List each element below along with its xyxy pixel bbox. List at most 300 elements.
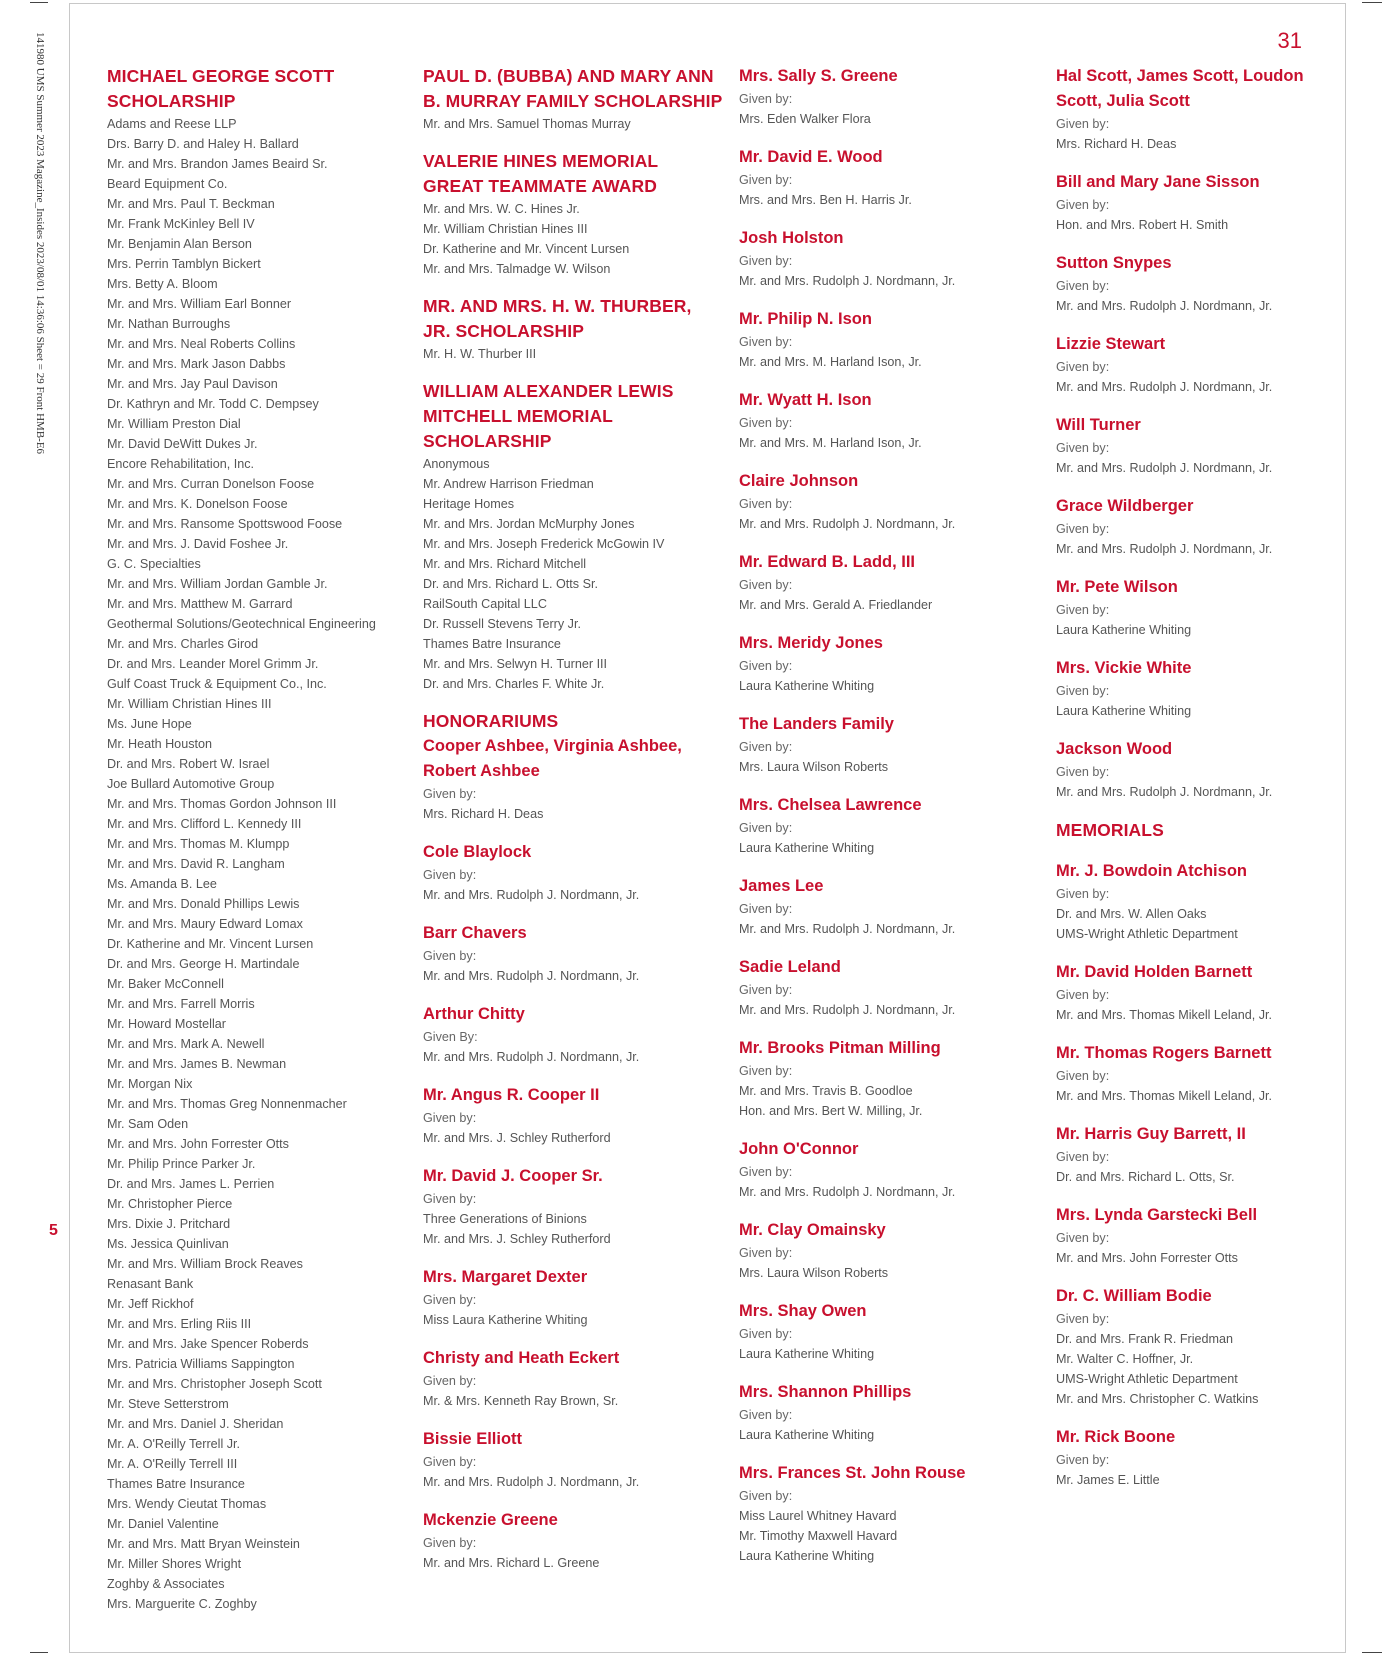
donor-name: Dr. and Mrs. Charles F. White Jr.: [423, 677, 605, 691]
donor-list: [423, 199, 723, 279]
tribute-entry: [739, 712, 1039, 777]
giver-name: UMS-Wright Athletic Department: [1056, 927, 1238, 941]
giver-name: Mr. and Mrs. Rudolph J. Nordmann, Jr.: [1056, 380, 1273, 394]
tribute-entry: [1056, 413, 1326, 478]
given-by-label: Given by:: [739, 821, 793, 835]
donor-name: Beard Equipment Co.: [107, 177, 228, 191]
donor-name: Mrs. Dixie J. Pritchard: [107, 1217, 231, 1231]
donor-name: Mr. Nathan Burroughs: [107, 317, 231, 331]
donor-name: Mr. and Mrs. Clifford L. Kennedy III: [107, 817, 302, 831]
honoree-name: Claire Johnson: [739, 472, 859, 490]
honoree-name: Lizzie Stewart: [1056, 335, 1166, 353]
donor-name: Mr. and Mrs. Paul T. Beckman: [107, 197, 275, 211]
tribute-entry: [739, 469, 1039, 534]
honoree-name: Mr. Thomas Rogers Barnett: [1056, 1044, 1272, 1062]
donor-name: Joe Bullard Automotive Group: [107, 777, 275, 791]
donor-name: Mr. and Mrs. Richard Mitchell: [423, 557, 587, 571]
tribute-entry: [1056, 737, 1326, 802]
donor-name: Geothermal Solutions/Geotechnical Engineering: [107, 617, 376, 631]
crop-mark: [1362, 1652, 1382, 1653]
tribute-entry: [1056, 1203, 1326, 1268]
giver-name: UMS-Wright Athletic Department: [1056, 1372, 1238, 1386]
given-by-label: Given by:: [1056, 279, 1110, 293]
tribute-list: [423, 734, 723, 1573]
honoree-name: Jackson Wood: [1056, 740, 1173, 758]
honoree-name: Sadie Leland: [739, 958, 841, 976]
donor-name: Mr. and Mrs. Jay Paul Davison: [107, 377, 278, 391]
giver-name: Miss Laura Katherine Whiting: [423, 1313, 588, 1327]
column-1: [107, 64, 407, 1614]
donor-name: Mr. and Mrs. Jordan McMurphy Jones: [423, 517, 635, 531]
donor-name: Mr. Andrew Harrison Friedman: [423, 477, 594, 491]
giver-name: Mr. and Mrs. John Forrester Otts: [1056, 1251, 1238, 1265]
honoree-name: Mrs. Lynda Garstecki Bell: [1056, 1206, 1258, 1224]
giver-name: Mr. Walter C. Hoffner, Jr.: [1056, 1352, 1194, 1366]
donor-name: Mr. H. W. Thurber III: [423, 347, 537, 361]
tribute-entry: [739, 1299, 1039, 1364]
donor-name: Mr. and Mrs. Daniel J. Sheridan: [107, 1417, 284, 1431]
memorial-list: [1056, 859, 1326, 1490]
donor-name: Thames Batre Insurance: [423, 637, 561, 651]
donor-name: Mr. A. O'Reilly Terrell Jr.: [107, 1437, 241, 1451]
donor-name: Mr. and Mrs. Thomas Greg Nonnenmacher: [107, 1097, 347, 1111]
tribute-entry: [1056, 656, 1326, 721]
donor-name: Dr. Katherine and Mr. Vincent Lursen: [423, 242, 630, 256]
tribute-entry: [739, 955, 1039, 1020]
donor-name: Mr. and Mrs. Samuel Thomas Murray: [423, 117, 631, 131]
tribute-entry: [1056, 575, 1326, 640]
tribute-entry: [739, 1380, 1039, 1445]
donor-name: Mr. and Mrs. David R. Langham: [107, 857, 285, 871]
honoree-name: Mr. Harris Guy Barrett, II: [1056, 1125, 1246, 1143]
donor-name: Mr. and Mrs. Farrell Morris: [107, 997, 255, 1011]
giver-name: Dr. and Mrs. Frank R. Friedman: [1056, 1332, 1234, 1346]
donor-name: Gulf Coast Truck & Equipment Co., Inc.: [107, 677, 327, 691]
memorials-heading: MEMORIALS: [1056, 820, 1164, 840]
honoree-name: Bill and Mary Jane Sisson: [1056, 173, 1260, 191]
tribute-entry: [1056, 494, 1326, 559]
donor-name: Mr. and Mrs. J. David Foshee Jr.: [107, 537, 289, 551]
tribute-entry: [1056, 251, 1326, 316]
giver-name: Mr. James E. Little: [1056, 1473, 1160, 1487]
tribute-entry: [739, 874, 1039, 939]
given-by-label: Given by:: [423, 1111, 477, 1125]
donor-name: Dr. and Mrs. Leander Morel Grimm Jr.: [107, 657, 319, 671]
honoree-name: Mr. J. Bowdoin Atchison: [1056, 862, 1247, 880]
honoree-name: Mr. David J. Cooper Sr.: [423, 1167, 603, 1185]
tribute-entry: [423, 1427, 723, 1492]
tribute-entry: [739, 1036, 1039, 1121]
given-by-label: Given by:: [423, 949, 477, 963]
donor-name: Mr. and Mrs. Brandon James Beaird Sr.: [107, 157, 328, 171]
section-title: PAUL D. (BUBBA) AND MARY ANN B. MURRAY FAMILY SCHOLARSHIP: [423, 66, 723, 111]
donor-name: Mr. William Preston Dial: [107, 417, 241, 431]
giver-name: Mr. and Mrs. Rudolph J. Nordmann, Jr.: [739, 274, 956, 288]
section-title: VALERIE HINES MEMORIAL GREAT TEAMMATE AWARD: [423, 151, 658, 196]
giver-name: Mr. and Mrs. Rudolph J. Nordmann, Jr.: [739, 1003, 956, 1017]
donor-name: Dr. and Mrs. George H. Martindale: [107, 957, 300, 971]
given-by-label: Given by:: [739, 173, 793, 187]
given-by-label: Given by:: [739, 254, 793, 268]
given-by-label: Given by:: [1056, 988, 1110, 1002]
donor-name: Mr. and Mrs. Charles Girod: [107, 637, 259, 651]
donor-name: G. C. Specialties: [107, 557, 201, 571]
giver-name: Mr. and Mrs. Rudolph J. Nordmann, Jr.: [1056, 461, 1273, 475]
tribute-entry: [1056, 332, 1326, 397]
donor-list: [423, 344, 723, 364]
honoree-name: Will Turner: [1056, 416, 1141, 434]
given-by-label: Given by:: [1056, 684, 1110, 698]
donor-name: Mr. and Mrs. William Brock Reaves: [107, 1257, 303, 1271]
given-by-label: Given by:: [739, 1246, 793, 1260]
donor-name: Mr. and Mrs. Matt Bryan Weinstein: [107, 1537, 300, 1551]
given-by-label: Given by:: [1056, 1069, 1110, 1083]
donor-name: Dr. and Mrs. Robert W. Israel: [107, 757, 270, 771]
given-by-label: Given by:: [423, 1293, 477, 1307]
honoree-name: James Lee: [739, 877, 824, 895]
tribute-entry: [739, 226, 1039, 291]
honoree-name: Bissie Elliott: [423, 1430, 523, 1448]
honoree-name: Mr. Pete Wilson: [1056, 578, 1178, 596]
giver-name: Laura Katherine Whiting: [739, 841, 875, 855]
given-by-label: Given by:: [739, 416, 793, 430]
donor-name: Mr. and Mrs. Erling Riis III: [107, 1317, 252, 1331]
donor-name: Mr. Benjamin Alan Berson: [107, 237, 252, 251]
donor-name: Mrs. Marguerite C. Zoghby: [107, 1597, 257, 1611]
section-title: MR. AND MRS. H. W. THURBER, JR. SCHOLARSHIP: [423, 296, 692, 341]
given-by-label: Given by:: [739, 1408, 793, 1422]
tribute-entry: [739, 1461, 1039, 1566]
donor-name: Drs. Barry D. and Haley H. Ballard: [107, 137, 299, 151]
tribute-entry: [423, 1508, 723, 1573]
honoree-name: Grace Wildberger: [1056, 497, 1194, 515]
donor-name: Mr. Miller Shores Wright: [107, 1557, 242, 1571]
honoree-name: Mrs. Meridy Jones: [739, 634, 883, 652]
donor-name: Mr. and Mrs. Christopher Joseph Scott: [107, 1377, 322, 1391]
giver-name: Mrs. Richard H. Deas: [423, 807, 544, 821]
donor-name: Mr. David DeWitt Dukes Jr.: [107, 437, 258, 451]
given-by-label: Given by:: [739, 983, 793, 997]
donor-name: Mrs. Betty A. Bloom: [107, 277, 218, 291]
giver-name: Mr. and Mrs. Rudolph J. Nordmann, Jr.: [423, 1050, 640, 1064]
honoree-name: Mrs. Sally S. Greene: [739, 67, 898, 85]
given-by-label: Given by:: [423, 1455, 477, 1469]
honoree-name: Mr. Edward B. Ladd, III: [739, 553, 916, 571]
tribute-entry: [739, 145, 1039, 210]
giver-name: Mr. and Mrs. M. Harland Ison, Jr.: [739, 355, 922, 369]
tribute-entry: [739, 1218, 1039, 1283]
given-by-label: Given by:: [1056, 765, 1110, 779]
column-2: [423, 64, 723, 1589]
tribute-entry: [1056, 64, 1326, 154]
donor-name: Mr. Jeff Rickhof: [107, 1297, 194, 1311]
page-number: 31: [1277, 28, 1302, 53]
honoree-name: Mr. David E. Wood: [739, 148, 883, 166]
donor-name: Dr. and Mrs. James L. Perrien: [107, 1177, 275, 1191]
honoree-name: Sutton Snypes: [1056, 254, 1172, 272]
tribute-entry: [423, 1083, 723, 1148]
crop-mark: [30, 1652, 48, 1653]
giver-name: Mr. and Mrs. J. Schley Rutherford: [423, 1131, 611, 1145]
section-title: MICHAEL GEORGE SCOTT SCHOLARSHIP: [107, 66, 335, 111]
honoree-name: Josh Holston: [739, 229, 844, 247]
tribute-entry: [423, 1265, 723, 1330]
honoree-name: Mrs. Shay Owen: [739, 1302, 867, 1320]
donor-name: Mr. Steve Setterstrom: [107, 1397, 229, 1411]
column-3: [739, 64, 1039, 1582]
given-by-label: Given by:: [739, 92, 793, 106]
given-by-label: Given by:: [1056, 1312, 1110, 1326]
giver-name: Mrs. Laura Wilson Roberts: [739, 760, 889, 774]
donor-name: Mr. William Christian Hines III: [423, 222, 588, 236]
honoree-name: Mr. Brooks Pitman Milling: [739, 1039, 941, 1057]
giver-name: Mr. and Mrs. Thomas Mikell Leland, Jr.: [1056, 1008, 1273, 1022]
donor-name: Mr. and Mrs. Neal Roberts Collins: [107, 337, 296, 351]
donor-name: Mr. and Mrs. W. C. Hines Jr.: [423, 202, 580, 216]
donor-name: Mr. Sam Oden: [107, 1117, 189, 1131]
honoree-name: The Landers Family: [739, 715, 894, 733]
tribute-entry: [1056, 960, 1326, 1025]
donor-name: Thames Batre Insurance: [107, 1477, 245, 1491]
giver-name: Mr. and Mrs. Thomas Mikell Leland, Jr.: [1056, 1089, 1273, 1103]
giver-name: Mrs. Eden Walker Flora: [739, 112, 871, 126]
print-slug: 141980 UMS Summer 2023 Magazine_Insides 2023/08/01 14:36:06 Sheet = 29 Front HMB-E6: [34, 32, 46, 455]
donor-name: Mr. and Mrs. Mark A. Newell: [107, 1037, 265, 1051]
giver-name: Mr. and Mrs. Travis B. Goodloe: [739, 1084, 913, 1098]
donor-name: Zoghby & Associates: [107, 1577, 225, 1591]
giver-name: Mr. and Mrs. Christopher C. Watkins: [1056, 1392, 1259, 1406]
honoree-name: Mrs. Margaret Dexter: [423, 1268, 588, 1286]
given-by-label: Given by:: [423, 868, 477, 882]
giver-name: Mrs. Richard H. Deas: [1056, 137, 1177, 151]
giver-name: Mrs. Laura Wilson Roberts: [739, 1266, 889, 1280]
donor-name: Mr. and Mrs. Jake Spencer Roberds: [107, 1337, 309, 1351]
honoree-name: Mr. Angus R. Cooper II: [423, 1086, 600, 1104]
tribute-entry: [739, 64, 1039, 129]
giver-name: Laura Katherine Whiting: [739, 1549, 875, 1563]
tribute-entry: [1056, 1122, 1326, 1187]
honoree-name: Dr. C. William Bodie: [1056, 1287, 1212, 1305]
tribute-entry: [739, 388, 1039, 453]
giver-name: Laura Katherine Whiting: [739, 1347, 875, 1361]
honoree-name: Mr. Wyatt H. Ison: [739, 391, 872, 409]
giver-name: Mr. Timothy Maxwell Havard: [739, 1529, 898, 1543]
giver-name: Mr. and Mrs. Rudolph J. Nordmann, Jr.: [739, 922, 956, 936]
honoree-name: John O'Connor: [739, 1140, 859, 1158]
donor-name: Heritage Homes: [423, 497, 514, 511]
given-by-label: Given by:: [423, 1192, 477, 1206]
honoree-name: Hal Scott, James Scott, Loudon Scott, Julia Scott: [1056, 67, 1304, 110]
donor-name: Mr. and Mrs. William Jordan Gamble Jr.: [107, 577, 328, 591]
section-title: WILLIAM ALEXANDER LEWIS MITCHELL MEMORIAL SCHOLARSHIP: [423, 381, 674, 451]
given-by-label: Given by:: [1056, 1453, 1110, 1467]
donor-name: Mr. and Mrs. Thomas M. Klumpp: [107, 837, 290, 851]
tribute-entry: [1056, 1284, 1326, 1409]
honoree-name: Mr. Clay Omainsky: [739, 1221, 886, 1239]
given-by-label: Given by:: [739, 902, 793, 916]
donor-name: Mr. and Mrs. Maury Edward Lomax: [107, 917, 303, 931]
donor-name: Ms. Jessica Quinlivan: [107, 1237, 229, 1251]
giver-name: Miss Laurel Whitney Havard: [739, 1509, 897, 1523]
tribute-entry: [423, 840, 723, 905]
donor-name: Mr. and Mrs. Thomas Gordon Johnson III: [107, 797, 337, 811]
tribute-entry: [1056, 1425, 1326, 1490]
giver-name: Mrs. and Mrs. Ben H. Harris Jr.: [739, 193, 912, 207]
donor-name: Mr. and Mrs. Talmadge W. Wilson: [423, 262, 611, 276]
giver-name: Hon. and Mrs. Bert W. Milling, Jr.: [739, 1104, 923, 1118]
tribute-entry: [423, 1346, 723, 1411]
donor-name: Anonymous: [423, 457, 490, 471]
given-by-label: Given by:: [739, 1327, 793, 1341]
honoree-name: Mr. David Holden Barnett: [1056, 963, 1253, 981]
column-4: [1056, 64, 1326, 1506]
donor-name: Mrs. Patricia Williams Sappington: [107, 1357, 295, 1371]
honoree-name: Mrs. Frances St. John Rouse: [739, 1464, 966, 1482]
donor-name: Mrs. Wendy Cieutat Thomas: [107, 1497, 267, 1511]
giver-name: Mr. & Mrs. Kenneth Ray Brown, Sr.: [423, 1394, 619, 1408]
donor-name: Mr. and Mrs. Mark Jason Dabbs: [107, 357, 286, 371]
donor-name: Mr. and Mrs. Selwyn H. Turner III: [423, 657, 608, 671]
crop-mark: [1362, 2, 1382, 3]
given-by-label: Given by:: [423, 1536, 477, 1550]
giver-name: Mr. and Mrs. Gerald A. Friedlander: [739, 598, 933, 612]
tribute-entry: [739, 631, 1039, 696]
donor-name: Mr. and Mrs. Joseph Frederick McGowin IV: [423, 537, 665, 551]
tribute-entry: [739, 1137, 1039, 1202]
tribute-entry: [739, 550, 1039, 615]
tribute-entry: [423, 921, 723, 986]
honoree-name: Mrs. Chelsea Lawrence: [739, 796, 922, 814]
given-by-label: Given by:: [1056, 1150, 1110, 1164]
giver-name: Mr. and Mrs. Rudolph J. Nordmann, Jr.: [739, 1185, 956, 1199]
donor-name: Mr. and Mrs. John Forrester Otts: [107, 1137, 289, 1151]
tribute-entry: [423, 1164, 723, 1249]
donor-name: Mr. Heath Houston: [107, 737, 212, 751]
tribute-entry: [739, 307, 1039, 372]
donor-name: Mr. William Christian Hines III: [107, 697, 272, 711]
donor-name: Mr. and Mrs. William Earl Bonner: [107, 297, 292, 311]
honoree-name: Cooper Ashbee, Virginia Ashbee, Robert Ashbee: [423, 737, 682, 780]
tribute-entry: [1056, 1041, 1326, 1106]
donor-name: Renasant Bank: [107, 1277, 194, 1291]
giver-name: Mr. and Mrs. Rudolph J. Nordmann, Jr.: [423, 969, 640, 983]
honoree-name: Christy and Heath Eckert: [423, 1349, 620, 1367]
donor-name: Mrs. Perrin Tamblyn Bickert: [107, 257, 261, 271]
given-by-label: Given by:: [1056, 522, 1110, 536]
crop-mark: [30, 2, 48, 3]
giver-name: Laura Katherine Whiting: [739, 679, 875, 693]
given-by-label: Given by:: [739, 659, 793, 673]
given-by-label: Given by:: [739, 497, 793, 511]
side-mark: 5: [49, 1222, 58, 1239]
donor-name: Mr. Philip Prince Parker Jr.: [107, 1157, 256, 1171]
giver-name: Three Generations of Binions: [423, 1212, 587, 1226]
given-by-label: Given by:: [1056, 198, 1110, 212]
tribute-list: [739, 64, 1039, 1566]
tribute-entry: [423, 734, 723, 824]
given-by-label: Given by:: [739, 578, 793, 592]
honoree-name: Mckenzie Greene: [423, 1511, 558, 1529]
given-by-label: Given by:: [1056, 360, 1110, 374]
honorariums-heading: HONORARIUMS: [423, 711, 559, 731]
given-by-label: Given by:: [739, 1489, 793, 1503]
honoree-name: Mrs. Vickie White: [1056, 659, 1192, 677]
giver-name: Mr. and Mrs. J. Schley Rutherford: [423, 1232, 611, 1246]
donor-name: Mr. Frank McKinley Bell IV: [107, 217, 255, 231]
honoree-name: Cole Blaylock: [423, 843, 532, 861]
honoree-name: Mr. Rick Boone: [1056, 1428, 1176, 1446]
donor-name: Mr. and Mrs. Matthew M. Garrard: [107, 597, 293, 611]
honoree-name: Arthur Chitty: [423, 1005, 525, 1023]
tribute-entry: [1056, 859, 1326, 944]
giver-name: Laura Katherine Whiting: [739, 1428, 875, 1442]
donor-list: [107, 114, 407, 1614]
donor-name: Dr. Katherine and Mr. Vincent Lursen: [107, 937, 314, 951]
giver-name: Mr. and Mrs. Rudolph J. Nordmann, Jr.: [423, 1475, 640, 1489]
donor-name: Mr. and Mrs. K. Donelson Foose: [107, 497, 288, 511]
donor-name: Ms. June Hope: [107, 717, 192, 731]
given-by-label: Given by:: [1056, 117, 1110, 131]
giver-name: Mr. and Mrs. M. Harland Ison, Jr.: [739, 436, 922, 450]
given-by-label: Given by:: [1056, 603, 1110, 617]
giver-name: Dr. and Mrs. Richard L. Otts, Sr.: [1056, 1170, 1235, 1184]
giver-name: Mr. and Mrs. Rudolph J. Nordmann, Jr.: [1056, 542, 1273, 556]
donor-name: Mr. and Mrs. Ransome Spottswood Foose: [107, 517, 343, 531]
tribute-entry: [739, 793, 1039, 858]
donor-name: Dr. Russell Stevens Terry Jr.: [423, 617, 581, 631]
given-by-label: Given by:: [739, 1165, 793, 1179]
donor-name: Mr. and Mrs. Curran Donelson Foose: [107, 477, 315, 491]
donor-name: Mr. and Mrs. James B. Newman: [107, 1057, 287, 1071]
given-by-label: Given by:: [423, 787, 477, 801]
giver-name: Mr. and Mrs. Richard L. Greene: [423, 1556, 600, 1570]
giver-name: Mr. and Mrs. Rudolph J. Nordmann, Jr.: [739, 517, 956, 531]
giver-name: Mr. and Mrs. Rudolph J. Nordmann, Jr.: [423, 888, 640, 902]
tribute-entry: [1056, 170, 1326, 235]
donor-name: Mr. Baker McConnell: [107, 977, 224, 991]
given-by-label: Given by:: [739, 335, 793, 349]
donor-name: Mr. and Mrs. Donald Phillips Lewis: [107, 897, 300, 911]
donor-name: Dr. Kathryn and Mr. Todd C. Dempsey: [107, 397, 319, 411]
tribute-entry: [423, 1002, 723, 1067]
honoree-name: Mrs. Shannon Phillips: [739, 1383, 912, 1401]
tribute-list: [1056, 64, 1326, 802]
donor-list: [423, 114, 723, 134]
donor-name: RailSouth Capital LLC: [423, 597, 547, 611]
giver-name: Hon. and Mrs. Robert H. Smith: [1056, 218, 1229, 232]
giver-name: Mr. and Mrs. Rudolph J. Nordmann, Jr.: [1056, 299, 1273, 313]
giver-name: Laura Katherine Whiting: [1056, 623, 1192, 637]
giver-name: Laura Katherine Whiting: [1056, 704, 1192, 718]
given-by-label: Given by:: [739, 1064, 793, 1078]
giver-name: Mr. and Mrs. Rudolph J. Nordmann, Jr.: [1056, 785, 1273, 799]
donor-name: Mr. Howard Mostellar: [107, 1017, 226, 1031]
donor-name: Mr. A. O'Reilly Terrell III: [107, 1457, 238, 1471]
donor-name: Mr. Daniel Valentine: [107, 1517, 219, 1531]
given-by-label: Given by:: [1056, 1231, 1110, 1245]
donor-name: Dr. and Mrs. Richard L. Otts Sr.: [423, 577, 598, 591]
donor-name: Ms. Amanda B. Lee: [107, 877, 217, 891]
giver-name: Dr. and Mrs. W. Allen Oaks: [1056, 907, 1207, 921]
given-by-label: Given By:: [423, 1030, 478, 1044]
donor-name: Encore Rehabilitation, Inc.: [107, 457, 255, 471]
honoree-name: Mr. Philip N. Ison: [739, 310, 872, 328]
donor-name: Mr. Morgan Nix: [107, 1077, 193, 1091]
given-by-label: Given by:: [423, 1374, 477, 1388]
given-by-label: Given by:: [1056, 887, 1110, 901]
donor-list: [423, 454, 723, 694]
given-by-label: Given by:: [739, 740, 793, 754]
